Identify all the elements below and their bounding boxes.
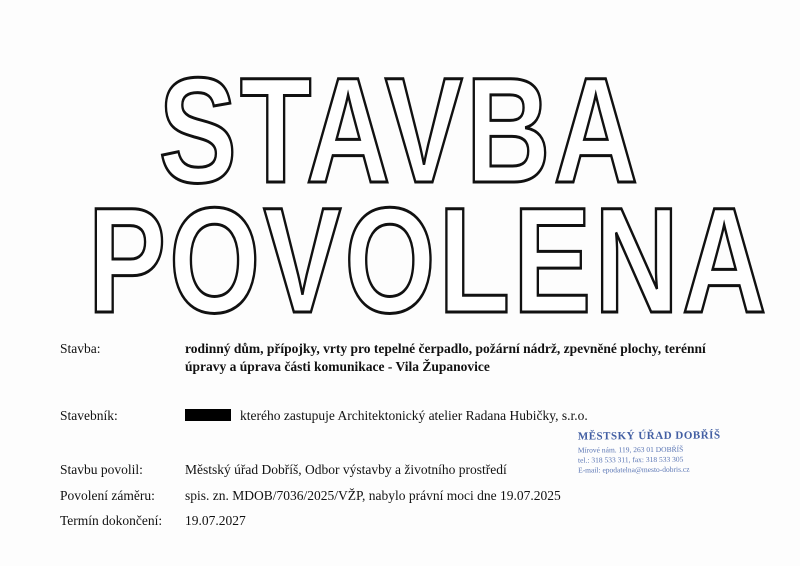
stavebnik-value: kterého zastupuje Architektonický atelier Radana Hubičky, s.r.o. bbox=[240, 408, 588, 423]
redaction-bar bbox=[185, 409, 231, 421]
stavba-value: rodinný dům, přípojky, vrty pro tepelné čerpadlo, požární nádrž, zpevněné plochy, terénní úpravy a úprava části komunikace - Vila Županovice bbox=[185, 341, 706, 374]
stavba-label: Stavba: bbox=[60, 341, 101, 356]
stamp-phone: tel.: 318 533 311, fax: 318 533 305 bbox=[577, 454, 684, 465]
stamp-title: MĚSTSKÝ ÚŘAD DOBŘÍŠ bbox=[577, 429, 721, 443]
stavebnik-label: Stavebník: bbox=[60, 408, 118, 423]
stamp-address: Mírové nám. 119, 263 01 DOBŘÍŠ bbox=[577, 444, 684, 455]
headline-povolena: POVOLENA bbox=[88, 176, 770, 344]
povoleni-zameru-value: spis. zn. MDOB/7036/2025/VŽP, nabylo právní moci dne 19.07.2025 bbox=[185, 488, 561, 503]
office-stamp bbox=[578, 429, 729, 490]
stamp-email: E-mail: epodatelna@mesto-dobris.cz bbox=[578, 464, 690, 475]
povoleni-zameru-label: Povolení záměru: bbox=[60, 488, 155, 503]
termin-dokonceni-label: Termín dokončení: bbox=[60, 513, 163, 528]
stavbu-povolil-value: Městský úřad Dobříš, Odbor výstavby a životního prostředí bbox=[185, 462, 507, 477]
stavebnik-row bbox=[185, 407, 588, 425]
stavbu-povolil-label: Stavbu povolil: bbox=[60, 462, 143, 477]
headline-stavba: STAVBA bbox=[158, 46, 642, 214]
termin-dokonceni-value: 19.07.2027 bbox=[185, 513, 246, 528]
